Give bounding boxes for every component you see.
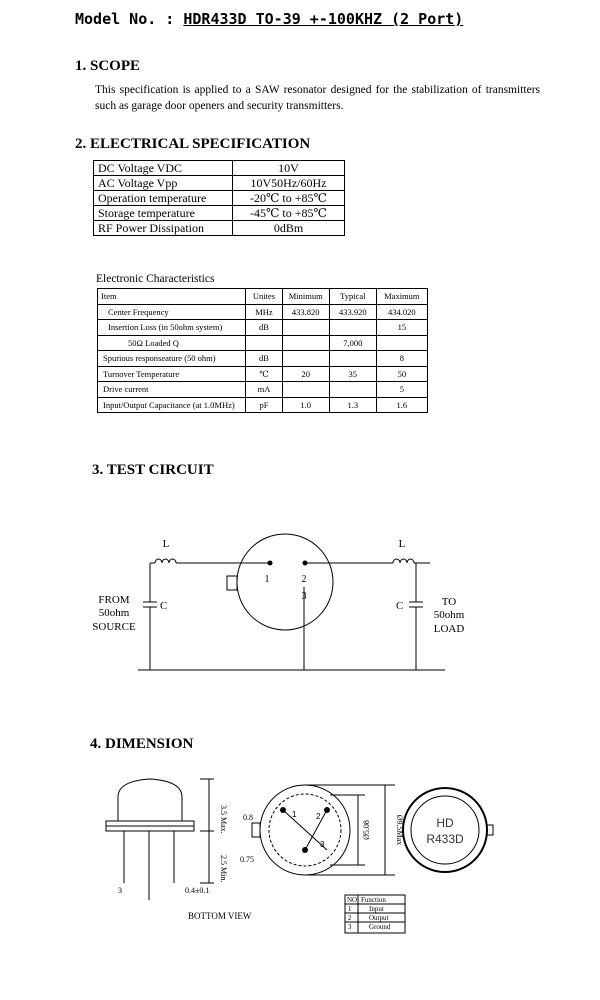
from-line-3: SOURCE [92,621,136,633]
pin-3-label: 3 [301,591,307,602]
characteristics-header-cell: Item [98,289,246,305]
characteristics-cell [282,382,329,398]
characteristics-cell: 433.920 [329,304,376,320]
model-line [75,10,463,28]
spec-value: -45℃ to +85℃ [233,206,345,221]
characteristics-cell [246,335,282,351]
characteristics-cell [282,351,329,367]
characteristics-header-cell: Maximum [376,289,427,305]
characteristics-cell: Turnover Temperature [98,366,246,382]
characteristics-cell: 15 [376,320,427,336]
characteristics-cell: 20 [282,366,329,382]
dimension-heading: 4. DIMENSION [90,736,194,752]
to-line-2: 50ohm [433,609,465,621]
spec-param: RF Power Dissipation [94,221,233,236]
spec-row [94,161,345,176]
bottom-pin-3: 3 [320,840,325,849]
marking-line-1: HD [436,816,454,830]
electrical-spec-table [93,160,345,236]
characteristics-header-cell: Unites [246,289,282,305]
characteristics-row [98,397,428,413]
characteristics-cell [329,320,376,336]
bottom-pin-1: 1 [292,810,297,819]
characteristics-header-cell: Typical [329,289,376,305]
characteristics-row [98,382,428,398]
capacitor-label-left: C [160,600,168,612]
characteristics-cell: Drive current [98,382,246,398]
tab-label-top: 0.8 [243,813,253,822]
scope-heading: 1. SCOPE [75,58,141,74]
height-label: 3.5 Max. [219,805,228,834]
characteristics-cell: ℃ [246,366,282,382]
characteristics-cell: 50Ω Loaded Q [98,335,246,351]
spec-row [94,221,345,236]
characteristics-cell: Insertion Loss (in 50ohm system) [98,320,246,336]
characteristics-cell: Center Frequency [98,304,246,320]
pin-table-no-1: 1 [348,905,352,913]
characteristics-cell: 1.6 [376,397,427,413]
model-value: HDR433D TO-39 +-100KHZ (2 Port) [183,10,464,28]
to-line-3: LOAD [433,623,465,635]
characteristics-cell [329,351,376,367]
test-circuit-diagram [0,525,600,690]
characteristics-row [98,351,428,367]
pcd-label: Ø5.08 [362,820,371,840]
test-circuit-heading: 3. TEST CIRCUIT [92,462,214,478]
spec-row [94,176,345,191]
characteristics-row [98,335,428,351]
pin-table-fn-3: Ground [369,923,391,931]
bottom-view-caption: BOTTOM VIEW [188,911,252,921]
body-diameter-label: Ø9.5Max [395,814,404,846]
pin-1-label: 1 [264,574,270,585]
pin-table-no-3: 3 [348,923,352,931]
characteristics-cell: 7,000 [329,335,376,351]
characteristics-table [97,288,428,413]
characteristics-row [98,320,428,336]
tab-label-bottom: 0.75 [240,855,254,864]
pin-2-label: 2 [301,574,307,585]
electrical-heading: 2. ELECTRICAL SPECIFICATION [75,136,311,152]
can-body [118,779,182,821]
inductor-right [393,559,414,563]
pin-table-fn-2: Output [369,914,389,922]
spec-param: Operation temperature [94,191,233,206]
dimension-drawing [0,765,600,955]
pin-table-head-function: Function [361,896,386,904]
scope-text: This specification is applied to a SAW resonator designed for the stabilization of transmitters such as garage door openers and security transmitters. [95,84,540,112]
characteristics-cell: 434.020 [376,304,427,320]
marking-view-outline [403,788,487,872]
characteristics-cell: pF [246,397,282,413]
side-pin-label: 3 [118,886,122,895]
pin-table-no-2: 2 [348,914,352,922]
inductor-label-right: L [398,538,406,550]
lead-length-label: 2.5 Min. [219,855,228,883]
characteristics-cell: 5 [376,382,427,398]
characteristics-cell [282,335,329,351]
spec-param: Storage temperature [94,206,233,221]
from-line-1: FROM [98,594,130,606]
model-label: Model No. : [75,10,175,28]
characteristics-cell: 50 [376,366,427,382]
capacitor-label-right: C [396,600,404,612]
bottom-pin-2: 2 [316,812,321,821]
pin-table-head-no: NO. [347,896,359,904]
spec-value: 10V [233,161,345,176]
characteristics-row [98,304,428,320]
characteristics-cell: mA [246,382,282,398]
characteristics-title: Electronic Characteristics [96,273,215,285]
characteristics-cell: 433.820 [282,304,329,320]
characteristics-header-cell: Minimum [282,289,329,305]
characteristics-cell: dB [246,320,282,336]
lead-diameter-label: 0.4±0.1 [185,886,210,895]
spec-row [94,191,345,206]
characteristics-cell: Spurious responseature (50 ohm) [98,351,246,367]
characteristics-cell: 1.0 [282,397,329,413]
characteristics-cell: dB [246,351,282,367]
spec-param: DC Voltage VDC [94,161,233,176]
from-line-2: 50ohm [98,607,130,619]
characteristics-row [98,366,428,382]
characteristics-cell [329,382,376,398]
characteristics-cell: MHz [246,304,282,320]
spec-value: 0dBm [233,221,345,236]
marking-line-2: R433D [426,832,464,846]
characteristics-cell: 1.3 [329,397,376,413]
spec-value: -20℃ to +85℃ [233,191,345,206]
spec-param: AC Voltage Vpp [94,176,233,191]
characteristics-cell [376,335,427,351]
characteristics-cell [282,320,329,336]
to-line-1: TO [441,596,457,608]
characteristics-cell: 35 [329,366,376,382]
characteristics-cell: Input/Output Capacitance (at 1.0MHz) [98,397,246,413]
spec-value: 10V50Hz/60Hz [233,176,345,191]
characteristics-cell: 8 [376,351,427,367]
spec-row [94,206,345,221]
pin-table-fn-1: Input [369,905,384,913]
inductor-label-left: L [162,538,170,550]
inductor-left [155,559,176,563]
